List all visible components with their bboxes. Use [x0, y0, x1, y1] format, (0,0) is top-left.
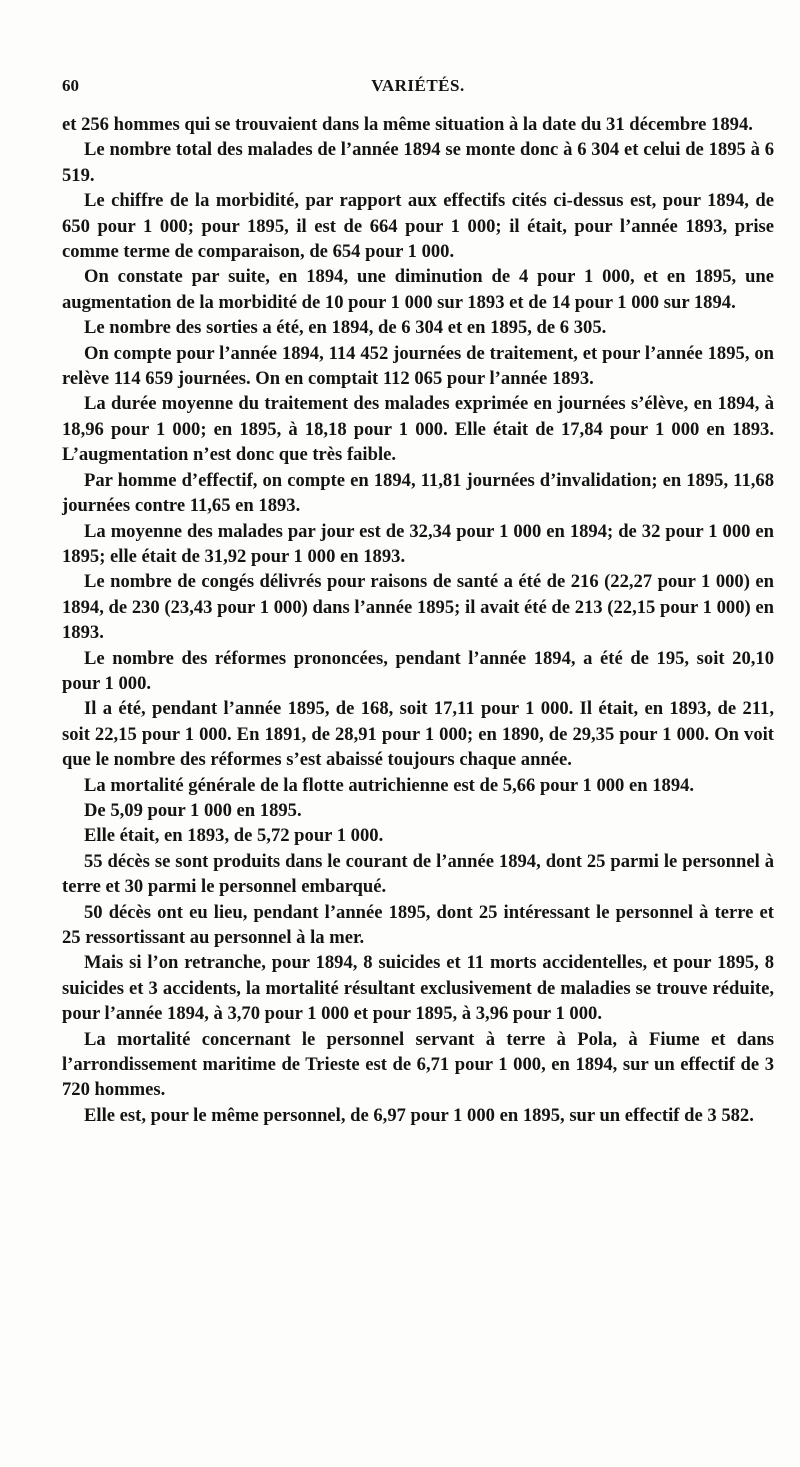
page-number: 60 [62, 76, 79, 95]
paragraph: Elle était, en 1893, de 5,72 pour 1 000. [84, 825, 384, 847]
paragraph: Le chiffre de la morbidité, par rapport aux effectifs cités ci-dessus est, pour 1894, de 650 pour 1 000; pour 1895, il est de 664 pour 1 000; il était, pour l’année 1893, prise comme terme de comparaison, de 654 pour 1 000. [62, 190, 774, 263]
paragraph: On constate par suite, en 1894, une diminution de 4 pour 1 000, et en 1895, une augmentation de la morbidité de 10 pour 1 000 sur 1893 et de 14 pour 1 000 sur 1894. [62, 266, 774, 313]
paragraph: Il a été, pendant l’année 1895, de 168, soit 17,11 pour 1 000. Il était, en 1893, de 211, soit 22,15 pour 1 000. En 1891, de 28,91 pour 1 000; en 1890, de 29,35 pour 1 000. On voit que le nombre des réformes s’est abaissé toujours chaque année. [62, 698, 774, 771]
paragraph: et 256 hommes qui se trouvaient dans la même situation à la date du 31 décembre 1894. [62, 114, 753, 135]
running-title: VARIÉTÉS. [371, 76, 465, 95]
paragraph: 55 décès se sont produits dans le courant de l’année 1894, dont 25 parmi le personnel à terre et 30 parmi le personnel embarqué. [62, 850, 774, 898]
paragraph: Par homme d’effectif, on compte en 1894, 11,81 journées d’invalidation; en 1895, 11,68 journées contre 11,65 en 1893. [62, 469, 774, 517]
paragraph: De 5,09 pour 1 000 en 1895. [84, 799, 302, 821]
paragraph: Le nombre total des malades de l’année 1894 se monte donc à 6 304 et celui de 1895 à 6 519. [62, 139, 774, 186]
paragraph: La mortalité générale de la flotte autrichienne est de 5,66 pour 1 000 en 1894. [84, 774, 695, 796]
body-text [62, 112, 774, 1128]
paragraph: On compte pour l’année 1894, 114 452 journées de traitement, et pour l’année 1895, on relève 114 659 journées. On en comptait 112 065 pour l’année 1893. [62, 342, 774, 390]
paragraph: La mortalité concernant le personnel servant à terre à Pola, à Fiume et dans l’arrondissement maritime de Trieste est de 6,71 pour 1 000, en 1894, sur un effectif de 3 720 hommes. [62, 1028, 774, 1101]
paragraph: Elle est, pour le même personnel, de 6,97 pour 1 000 en 1895, sur un effectif de 3 582. [84, 1104, 754, 1126]
paragraph: Mais si l’on retranche, pour 1894, 8 suicides et 11 morts accidentelles, et pour 1895, 8 suicides et 3 accidents, la mortalité résultant exclusivement de maladies se trouve réduite, pour l’année 1894, à 3,70 pour 1 000 et pour 1895, à 3,96 pour 1 000. [62, 952, 774, 1025]
paragraph: 50 décès ont eu lieu, pendant l’année 1895, dont 25 intéressant le personnel à terre et 25 ressortissant au personnel à la mer. [62, 901, 774, 948]
paragraph: Le nombre des réformes prononcées, pendant l’année 1894, a été de 195, soit 20,10 pour 1 000. [62, 647, 774, 694]
paragraph: Le nombre de congés délivrés pour raisons de santé a été de 216 (22,27 pour 1 000) en 1894, de 230 (23,43 pour 1 000) dans l’année 1895; il avait été de 213 (22,15 pour 1 000) en 1893. [62, 571, 774, 644]
paragraph: La durée moyenne du traitement des malades exprimée en journées s’élève, en 1894, à 18,96 pour 1 000; en 1895, à 18,18 pour 1 000. Elle était de 17,84 pour 1 000 en 1893. L’augmentation n’est donc que très faible. [62, 393, 774, 466]
page-header [62, 76, 774, 100]
paragraph: Le nombre des sorties a été, en 1894, de 6 304 et en 1895, de 6 305. [84, 317, 607, 339]
paragraph: La moyenne des malades par jour est de 32,34 pour 1 000 en 1894; de 32 pour 1 000 en 1895; elle était de 31,92 pour 1 000 en 1893. [62, 520, 774, 567]
